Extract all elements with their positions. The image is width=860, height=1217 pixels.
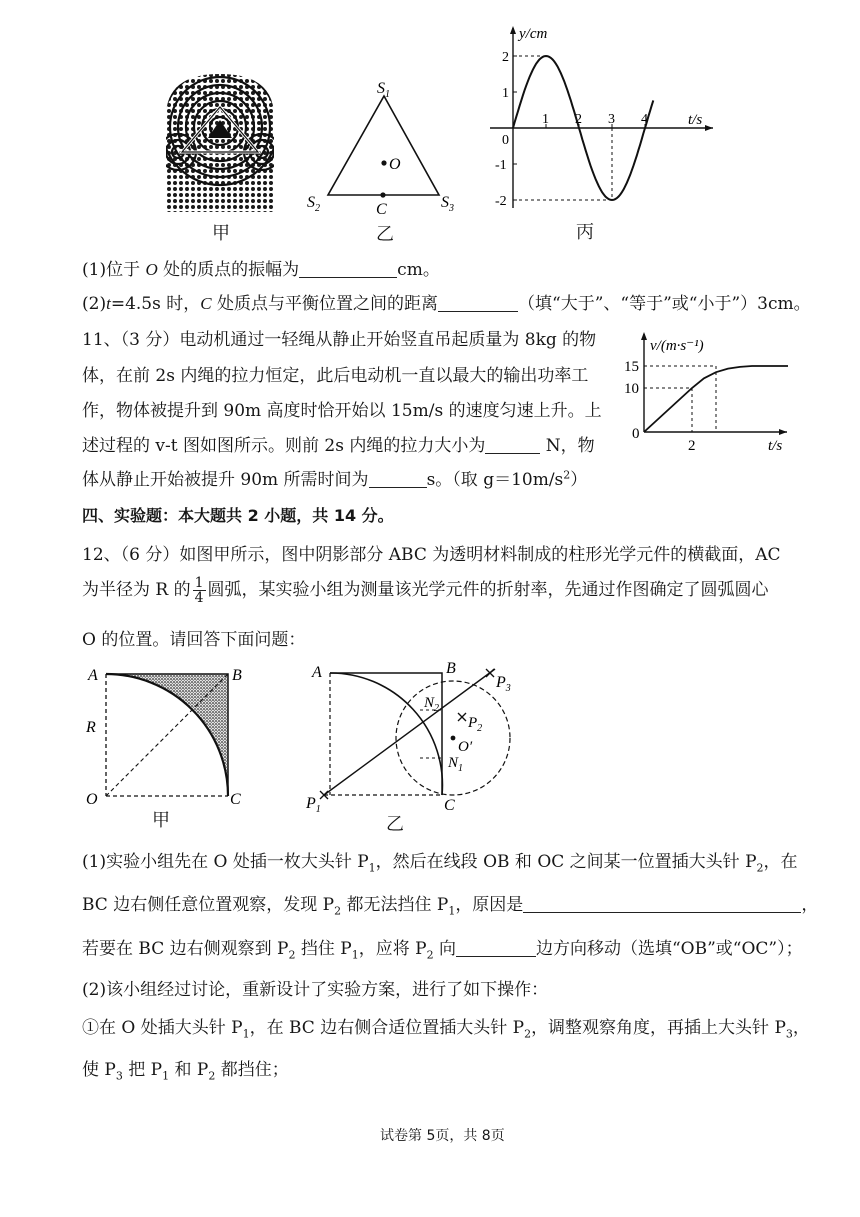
x-tick-label: 2: [575, 112, 582, 127]
label-c: C: [376, 201, 387, 218]
q12-figure-yi-caption: 乙: [386, 814, 404, 835]
y-tick-label: 10: [624, 381, 639, 397]
x-tick-label: 2: [688, 438, 696, 454]
q12-line2: 为半径为 R 的 $\frac{1}{4}$ 圆弧，某实验小组为测量该光学元件的折射率，先通过作图确定了圆弧圆心: [82, 575, 769, 606]
label-r: R: [86, 719, 96, 736]
q10-part1: (1)位于 O 处的质点的振幅为 cm。: [82, 260, 440, 280]
figure-yi-triangle: [300, 78, 470, 243]
answer-blank-direction[interactable]: [456, 940, 536, 957]
q11-line3: 作，物体被提升到 90m 高度时恰开始以 15m/s 的速度匀速上升。上: [82, 401, 602, 421]
label-n2: $N_2$: [424, 695, 440, 714]
q12-line3: O 的位置。请回答下面问题：: [82, 630, 306, 650]
y-tick-label: 1: [502, 86, 509, 101]
v-t-chart: [622, 328, 797, 458]
q12-s1-line3: 若要在 BC 边右侧观察到 $P_2$ 挡住 $P_1$，应将 $P_2$ 向 边方向移动（选填“OB”或“OC”）；: [82, 939, 803, 962]
arc-ac: [330, 673, 442, 795]
figure-bing-caption: 丙: [576, 222, 594, 243]
q11-line5: 体从静止开始被提升 90m 所需时间为 s。（取 $g=10m/s^2$）: [82, 468, 588, 490]
x-axis-arrow: [705, 125, 713, 131]
y-t-chart: [478, 18, 728, 218]
q12-figure-jia: [80, 660, 255, 830]
y-axis-label: y/cm: [519, 26, 548, 42]
figure-yi-caption: 乙: [376, 224, 394, 245]
label-b: B: [446, 660, 456, 677]
figure-jia-caption: 甲: [212, 223, 230, 244]
label-o: O: [86, 791, 98, 808]
q12-s2-line2: ①在 O 处插大头针 $P_1$，在 BC 边右侧合适位置插大头针 $P_2$，调整观察角度，再插上大头针 $P_3$，: [82, 1018, 810, 1041]
q12-figure-yi: [300, 655, 530, 835]
label-p1: $P_1$: [306, 795, 321, 815]
answer-blank-time[interactable]: [369, 471, 427, 488]
label-c: C: [444, 797, 455, 814]
q12-line1: 12、（6 分）如图甲所示，图中阴影部分 ABC 为透明材料制成的柱形光学元件的横截面，AC: [82, 545, 781, 565]
fraction-one-quarter: $\frac{1}{4}$: [194, 575, 204, 606]
x-tick-label: 1: [542, 112, 549, 127]
figure-jia: [160, 72, 280, 244]
triangle: [328, 96, 439, 195]
label-s3: $S_3$: [441, 194, 454, 214]
page-footer: 试卷第 5页，共 8页: [380, 1128, 505, 1144]
q12-s2-line1: (2)该小组经过讨论，重新设计了实验方案，进行了如下操作：: [82, 980, 549, 1000]
x-axis-arrow: [779, 429, 787, 435]
y-axis-label: v/(m·s⁻¹): [650, 338, 704, 354]
label-o: O: [389, 156, 401, 173]
y-axis-arrow: [641, 332, 647, 340]
origin-label: 0: [502, 133, 509, 148]
v-t-figure: [622, 328, 797, 458]
label-p3: $P_3$: [496, 674, 511, 694]
q12-s1-line1: (1)实验小组先在 O 处插一枚大头针 $P_1$，然后在线段 OB 和 OC 之间某一位置插大头针 $P_2$，在: [82, 852, 798, 875]
origin-label: 0: [632, 426, 640, 442]
ray-p1-p3: [324, 669, 495, 795]
q12-s1-line2: BC 边右侧任意位置观察，发现 $P_2$ 都无法挡住 $P_1$，原因是 ，: [82, 895, 819, 918]
x-tick-label: 3: [608, 112, 615, 127]
label-s1: $S_1$: [377, 80, 390, 100]
q11-line2: 体，在前 2s 内绳的拉力恒定，此后电动机一直以最大的输出功率工: [82, 366, 589, 386]
label-s2: $S_2$: [307, 194, 320, 214]
label-p2: $P_2$: [468, 715, 483, 734]
point-c: [380, 192, 385, 197]
answer-blank-tension[interactable]: [485, 437, 540, 454]
answer-blank-amplitude[interactable]: [299, 261, 397, 278]
label-c: C: [230, 791, 241, 808]
answer-blank-reason[interactable]: [523, 896, 801, 913]
label-o-prime: O′: [458, 739, 473, 755]
x-tick-label: 4: [641, 112, 648, 127]
q10-part2: (2)t=4.5s 时，C 处质点与平衡位置之间的距离 （填“大于”、“等于”或“小于”）3cm。: [82, 294, 811, 314]
label-a: A: [312, 664, 322, 681]
y-axis-arrow: [510, 26, 516, 34]
answer-blank-distance[interactable]: [438, 295, 518, 312]
q12-figure-jia-caption: 甲: [152, 810, 170, 831]
label-b: B: [232, 667, 242, 684]
y-tick-label: 2: [502, 50, 509, 65]
y-tick-label: -1: [495, 158, 507, 173]
y-tick-label: 15: [624, 359, 639, 375]
point-o: [381, 160, 386, 165]
figure-bing: [478, 18, 728, 248]
q11-line1: 11、（3 分）电动机通过一轻绳从静止开始竖直吊起质量为 8kg 的物: [82, 330, 597, 350]
label-n1: $N_1$: [448, 755, 464, 774]
x-axis-label: t/s: [688, 112, 703, 128]
label-a: A: [88, 667, 98, 684]
interference-pattern-image: [160, 72, 280, 212]
x-axis-label: t/s: [768, 438, 783, 454]
point-o-prime: [451, 736, 456, 741]
y-tick-label: -2: [495, 194, 507, 209]
section-heading: 四、实验题：本大题共 2 小题，共 14 分。: [82, 506, 394, 525]
q12-s2-line3: 使 $P_3$ 把 $P_1$ 和 $P_2$ 都挡住；: [82, 1060, 289, 1083]
q11-line4: 述过程的 v-t 图如图所示。则前 2s 内绳的拉力大小为 N，物: [82, 436, 595, 456]
